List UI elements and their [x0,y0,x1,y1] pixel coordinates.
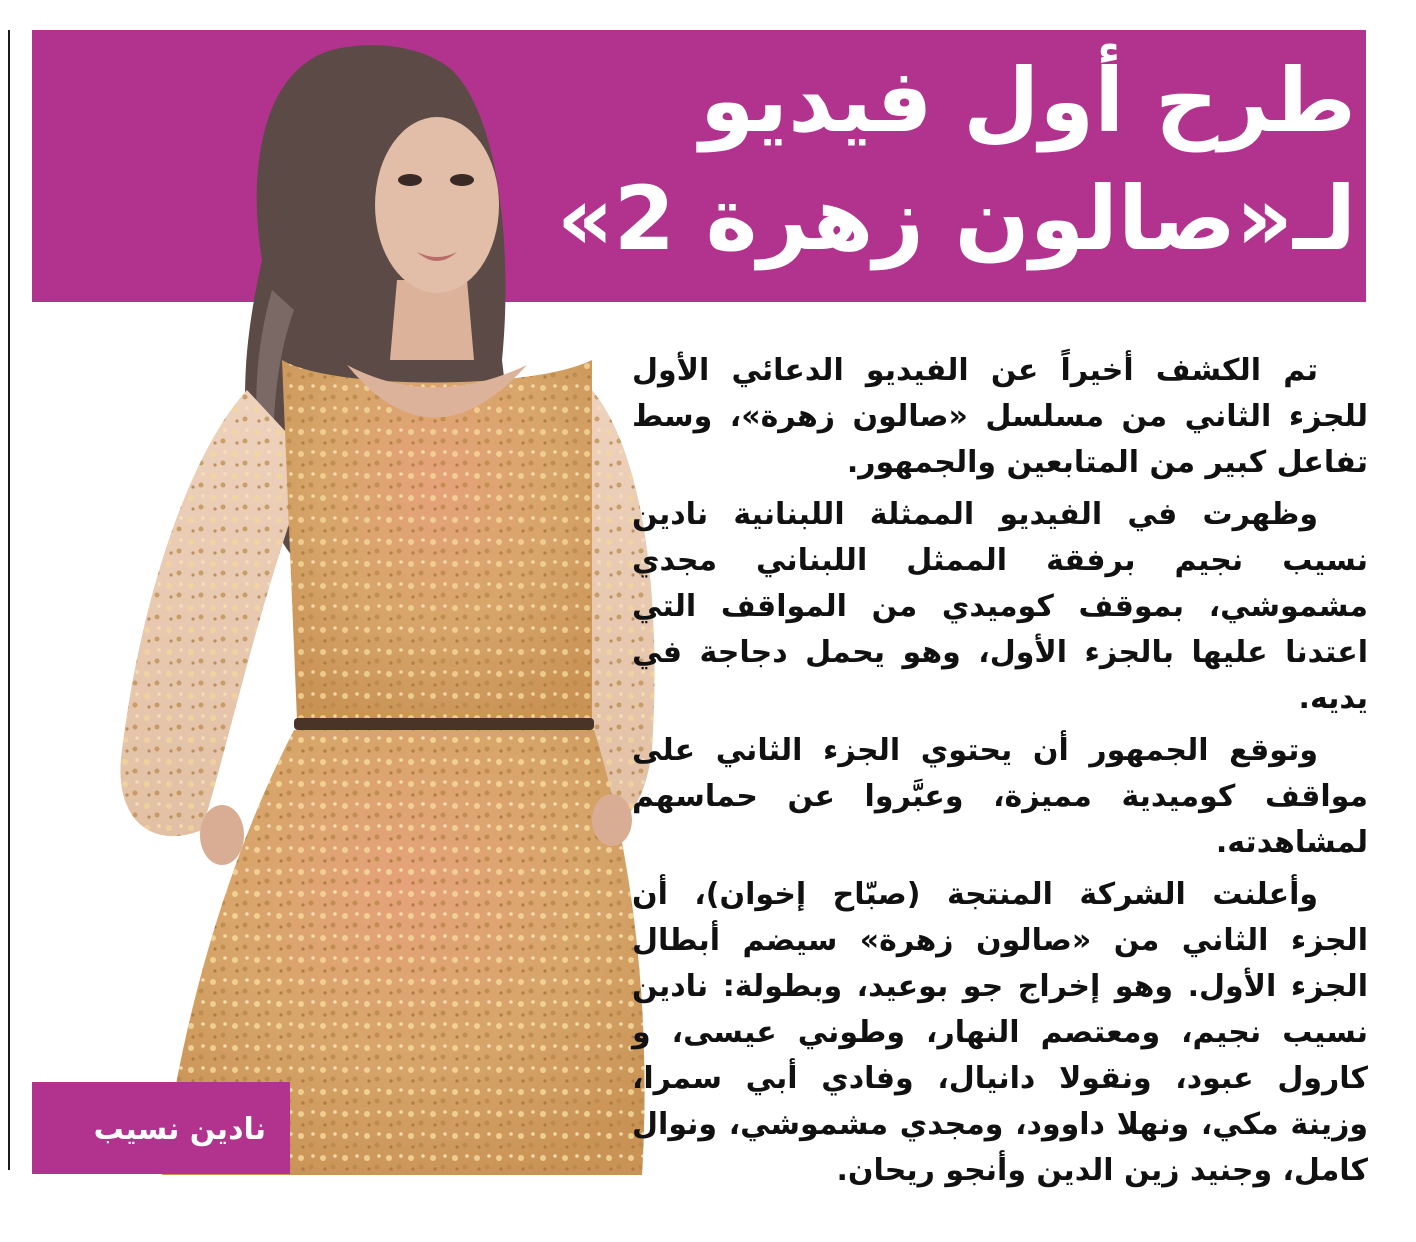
photo-caption-box [32,1082,290,1174]
article-paragraph-4: وأعلنت الشركة المنتجة (صبّاح إخوان)، أن الجزء الثاني من «صالون زهرة» سيضم أبطال الجزء الأول. وهو إخراج جو بوعيد، وبطولة: نادين نسيب نجيم، ومعتصم النهار، وطوني عيسى، و كارول عبود، ونقولا دانيال، وفادي أبي سمرا، وزينة مكي، ونهلا داوود، ومجدي مشموشي، ونوال كامل، وجنيد زين الدين وأنجو ريحان. [632,877,1368,1188]
headline-line-2: لـ«صالون زهرة 2» [556,167,1356,270]
article-body [632,348,1368,1200]
article-paragraph-3: وتوقع الجمهور أن يحتوي الجزء الثاني على مواقف كوميدية مميزة، وعبَّروا عن حماسهم لمشاهدته. [632,733,1368,860]
headline-line-1: طرح أول فيديو [699,49,1356,152]
article-paragraph-2: وظهرت في الفيديو الممثلة اللبنانية نادين نسيب نجيم برفقة الممثل اللبناني مجدي مشموشي، بموقف كوميدي من المواقف التي اعتدنا عليها بالجزء الأول، وهو يحمل دجاجة في يديه. [632,497,1368,716]
face-shape [375,117,499,293]
article-paragraph-1: تم الكشف أخيراً عن الفيديو الدعائي الأول للجزء الثاني من مسلسل «صالون زهرة»، وسط تفاعل كبير من المتابعين والجمهور. [632,353,1368,480]
left-column-rule [8,30,10,1170]
photo-caption: نادين نسيب [93,1112,266,1147]
headline [556,42,1356,278]
actress-photo [32,30,662,1175]
